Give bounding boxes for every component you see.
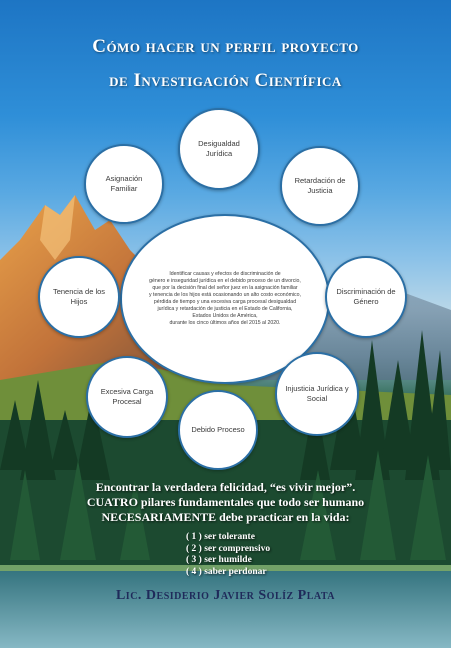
book-title [0,30,451,98]
author-name: Lic. Desiderio Javier Solíz Plata [115,588,336,603]
pillar-item: ( 2 ) ser comprensivo [186,543,271,554]
title-line-2: de Investigación Científica [109,70,342,91]
circle-tenencia-hijos [38,256,120,338]
circle-asignacion-familiar [84,144,164,224]
pillars-list [186,532,270,578]
center-line-4: y tenencia de los hijos está ocasionando un alto costo económico, [149,292,301,298]
circle-label: Excesiva Carga Procesal [100,387,154,406]
title-line-1: Cómo hacer un perfil proyecto [92,36,359,57]
circle-label: Debido Proceso [191,425,245,434]
circle-label: Injusticia Jurídica y Social [285,384,349,403]
motto-line-3: NECESARIAMENTE debe practicar en la vida: [101,510,350,524]
circle-desigualdad-juridica [178,108,260,190]
center-line-6: jurídica y retardación de justicia en el Estado de California, [157,306,293,312]
circle-debido-proceso [178,390,258,470]
pillar-item: ( 1 ) ser tolerante [186,532,255,542]
center-line-2: género e inseguridad jurídica en el debido proceso de un divorcio, [149,278,301,284]
circle-label: Desigualdad Jurídica [198,139,240,158]
center-line-5: pérdida de tiempo y una excesiva carga procesal desigualdad [153,299,297,305]
circle-retardacion-justicia [280,146,360,226]
center-line-7: Estados Unidos de América, [192,313,258,319]
circle-label: Discriminación de Género [336,287,396,306]
circle-injusticia-juridica [275,352,359,436]
circle-label: Asignación Familiar [105,174,143,193]
circle-excesiva-carga [86,356,168,438]
pillar-item: ( 3 ) ser humilde [186,555,252,565]
center-line-8: durante los cinco últimos años del 2015 al 2020. [169,320,281,326]
circle-discriminacion-genero [325,256,407,338]
motto-text [0,480,451,525]
circle-label: Tenencia de los Hijos [52,287,106,306]
center-line-1: Identificar causas y efectos de discriminación de [169,271,281,277]
pillar-item: ( 4 ) saber perdonar [186,566,267,577]
center-line-3: que por la decisión final del señor juez en la asignación familiar [152,285,298,291]
circle-label: Retardación de Justicia [294,176,346,195]
central-objective-text [149,271,301,327]
motto-line-2: CUATRO pilares fundamentales que todo ser humano [86,495,365,509]
motto-line-1: Encontrar la verdadera felicidad, “es vivir mejor”. [95,480,356,494]
